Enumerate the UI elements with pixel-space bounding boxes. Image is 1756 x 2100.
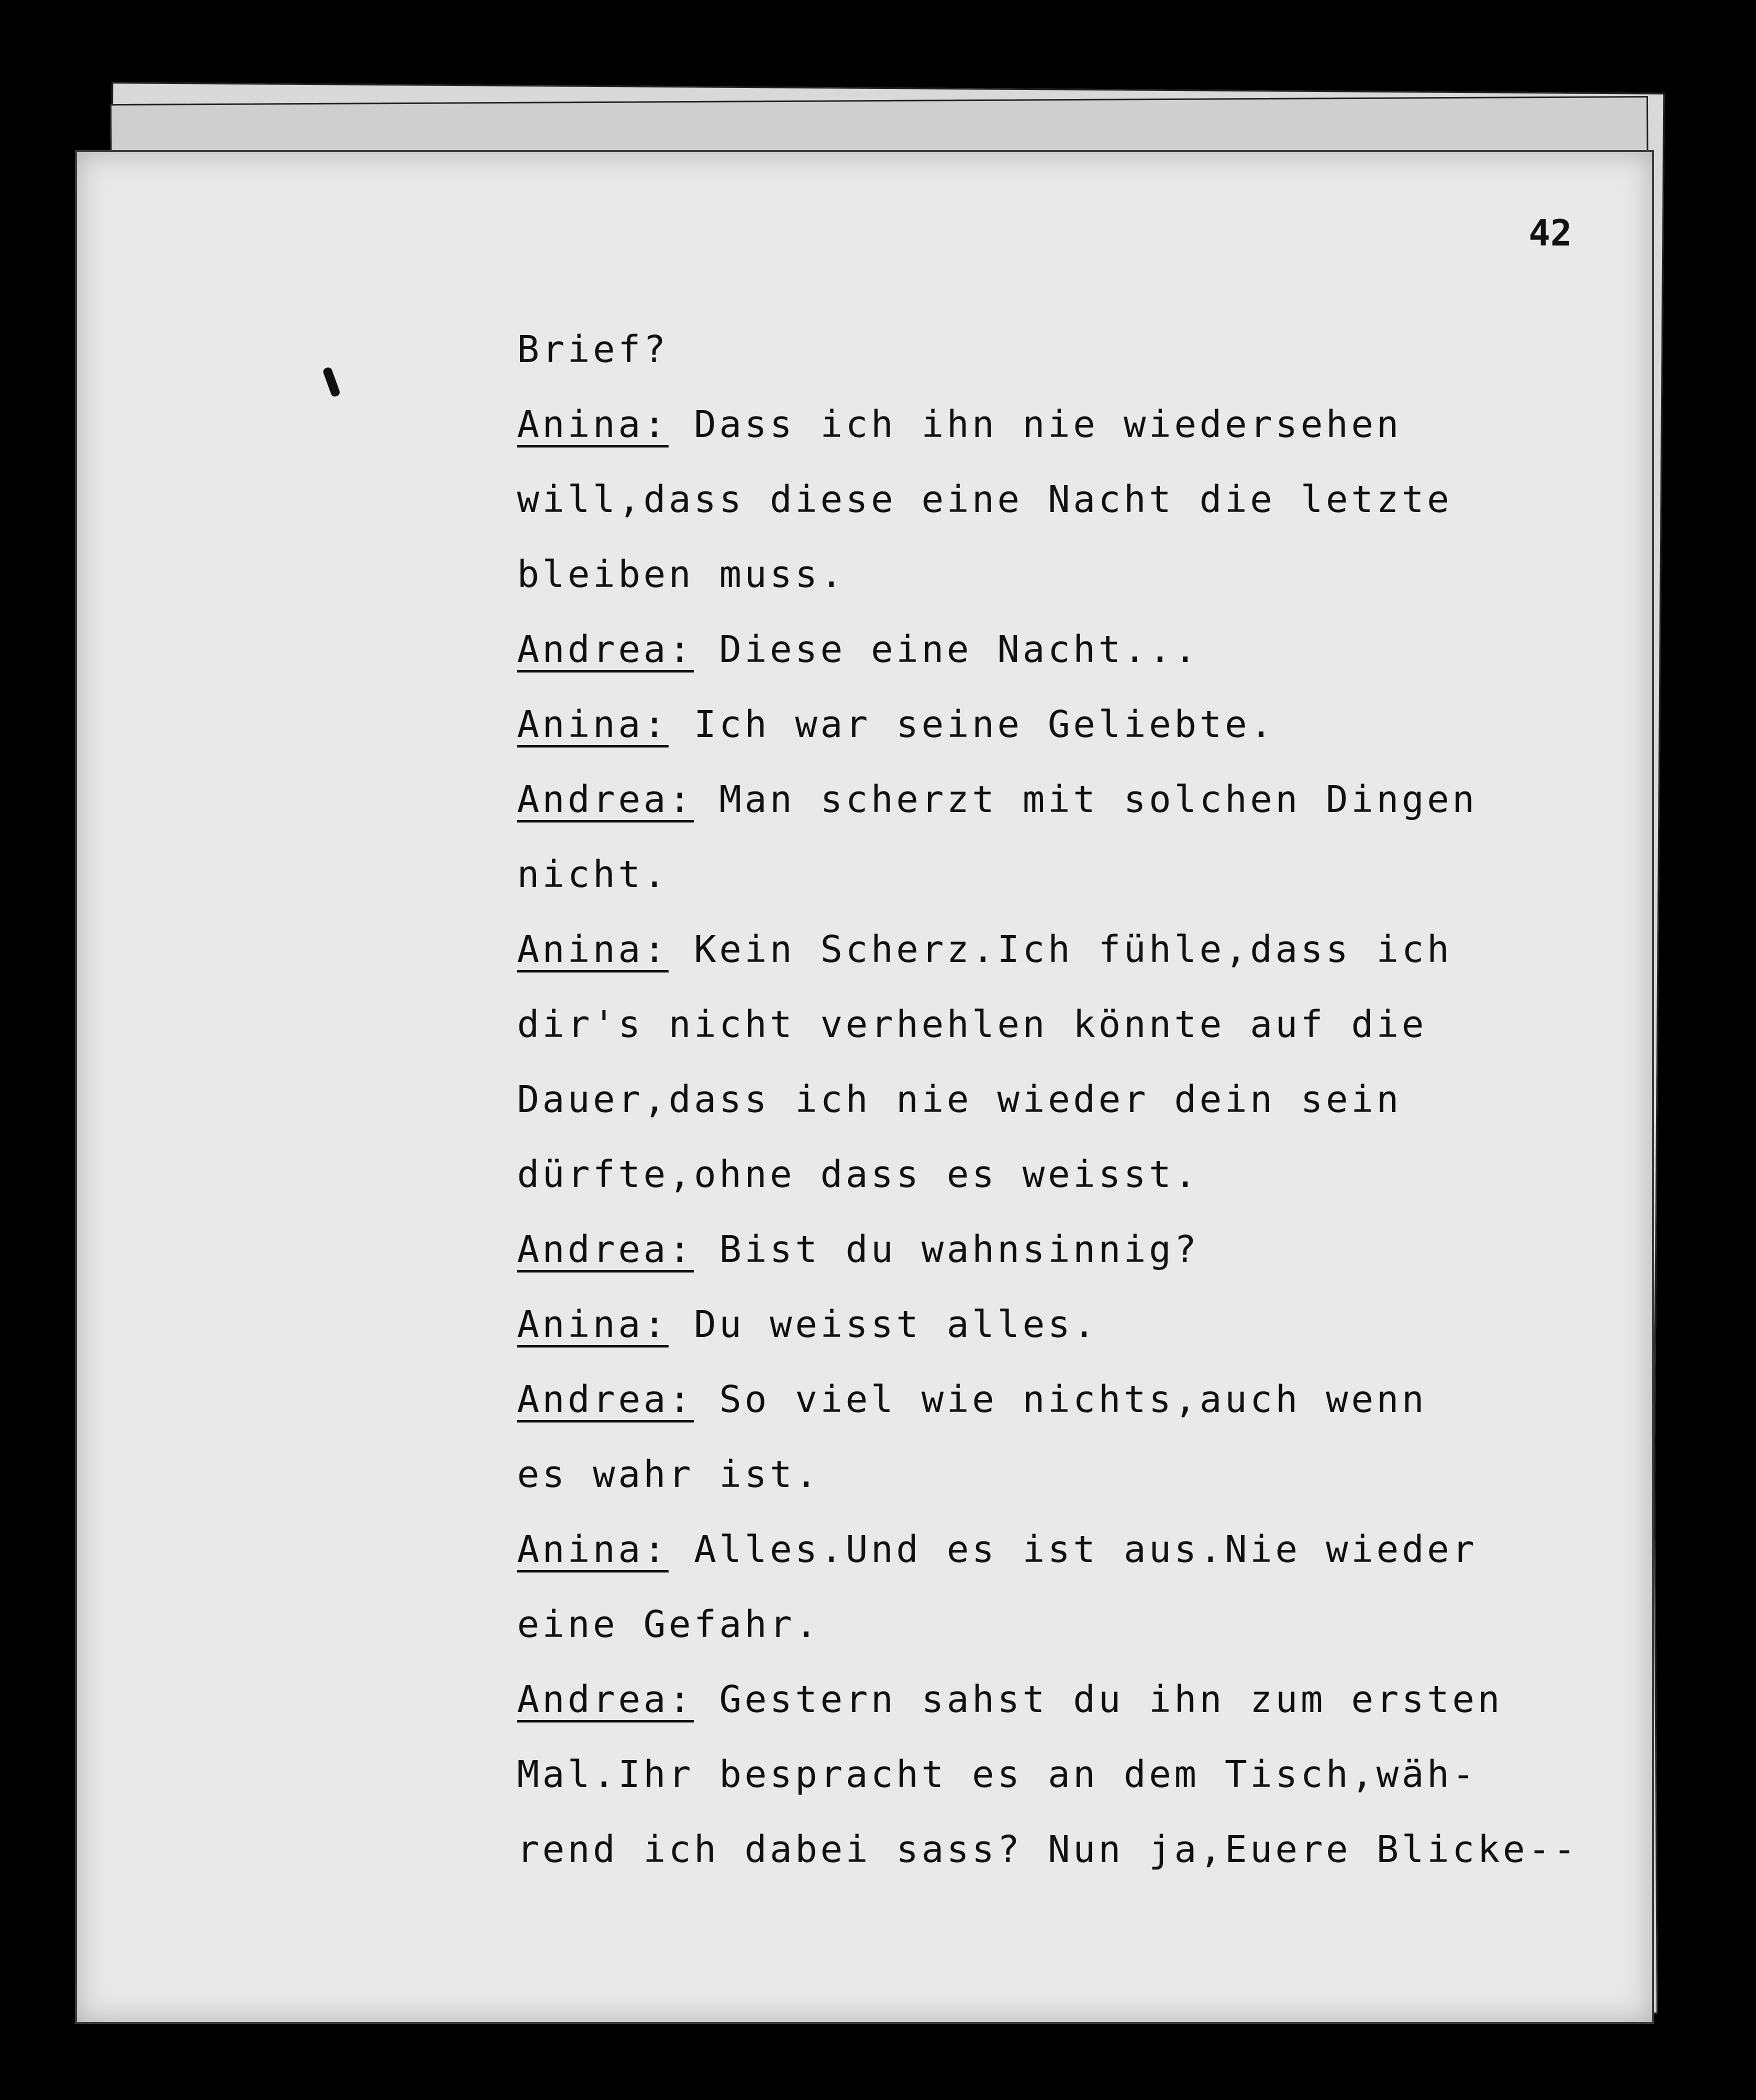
speaker-label: Anina: bbox=[517, 403, 669, 446]
line-text: will,dass diese eine Nacht die letzte bbox=[517, 478, 1452, 521]
speaker-label: Andrea: bbox=[517, 1228, 694, 1271]
speaker-label: Anina: bbox=[517, 703, 669, 746]
speaker-label: Anina: bbox=[517, 928, 669, 971]
typescript-body bbox=[517, 312, 1667, 1887]
line-text: Dauer,dass ich nie wieder dein sein bbox=[517, 1078, 1402, 1121]
speaker-label: Andrea: bbox=[517, 628, 694, 671]
text-line bbox=[517, 1362, 1667, 1437]
text-line bbox=[517, 1737, 1667, 1812]
text-line bbox=[517, 1062, 1667, 1137]
text-line bbox=[517, 612, 1667, 687]
typescript-page bbox=[75, 150, 1654, 2024]
line-text: Ich war seine Geliebte. bbox=[668, 703, 1276, 746]
line-text: So viel wie nichts,auch wenn bbox=[694, 1378, 1427, 1421]
text-line bbox=[517, 1212, 1667, 1287]
line-text: es wahr ist. bbox=[517, 1453, 820, 1496]
speaker-label: Anina: bbox=[517, 1528, 669, 1571]
line-text: bleiben muss. bbox=[517, 553, 846, 596]
line-text: rend ich dabei sass? Nun ja,Euere Blicke-- bbox=[517, 1828, 1579, 1871]
line-text: eine Gefahr. bbox=[517, 1603, 820, 1646]
line-text: Gestern sahst du ihn zum ersten bbox=[694, 1678, 1503, 1721]
line-text: Kein Scherz.Ich fühle,dass ich bbox=[668, 928, 1452, 971]
speaker-label: Andrea: bbox=[517, 1678, 694, 1721]
text-line bbox=[517, 1287, 1667, 1362]
text-line bbox=[517, 987, 1667, 1062]
text-line bbox=[517, 762, 1667, 837]
text-line bbox=[517, 1662, 1667, 1737]
text-line bbox=[517, 1437, 1667, 1512]
text-line bbox=[517, 1812, 1667, 1887]
text-line bbox=[517, 1512, 1667, 1587]
text-line bbox=[517, 312, 1667, 387]
text-line bbox=[517, 1137, 1667, 1212]
text-line bbox=[517, 687, 1667, 762]
text-line bbox=[517, 537, 1667, 612]
text-line bbox=[517, 1587, 1667, 1662]
line-text: Diese eine Nacht... bbox=[694, 628, 1200, 671]
text-line bbox=[517, 912, 1667, 987]
punch-mark bbox=[322, 366, 340, 398]
page-number: 42 bbox=[1528, 212, 1572, 254]
line-text: Dass ich ihn nie wiedersehen bbox=[668, 403, 1402, 446]
speaker-label: Andrea: bbox=[517, 778, 694, 821]
line-text: Bist du wahnsinnig? bbox=[694, 1228, 1200, 1271]
speaker-label: Andrea: bbox=[517, 1378, 694, 1421]
line-text: Brief? bbox=[517, 328, 669, 371]
line-text: Man scherzt mit solchen Dingen bbox=[694, 778, 1478, 821]
text-line bbox=[517, 387, 1667, 462]
line-text: Du weisst alles. bbox=[668, 1303, 1098, 1346]
line-text: dir's nicht verhehlen könnte auf die bbox=[517, 1003, 1427, 1046]
line-text: dürfte,ohne dass es weisst. bbox=[517, 1153, 1200, 1196]
line-text: Alles.Und es ist aus.Nie wieder bbox=[668, 1528, 1478, 1571]
text-line bbox=[517, 837, 1667, 912]
text-line bbox=[517, 462, 1667, 537]
speaker-label: Anina: bbox=[517, 1303, 669, 1346]
line-text: nicht. bbox=[517, 853, 669, 896]
line-text: Mal.Ihr bespracht es an dem Tisch,wäh- bbox=[517, 1753, 1478, 1796]
